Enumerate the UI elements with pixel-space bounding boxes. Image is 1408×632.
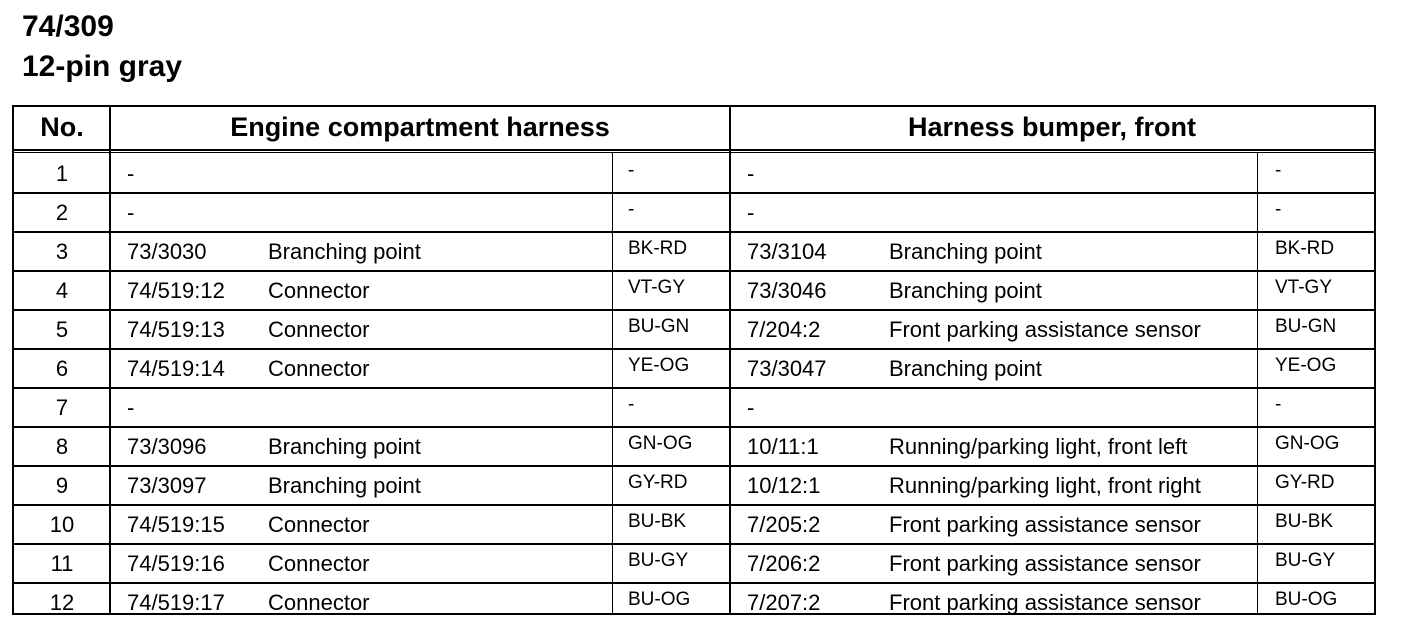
pin-number: 10 xyxy=(49,512,75,537)
engine-component-code: - xyxy=(127,161,135,186)
engine-component-code: 74/519:13 xyxy=(127,317,225,342)
bumper-wire-color: - xyxy=(1275,394,1282,415)
pin-number: 3 xyxy=(55,239,69,264)
pin-number: 11 xyxy=(50,551,74,576)
engine-component-code: 73/3097 xyxy=(127,473,207,498)
bumper-component-code: 7/204:2 xyxy=(747,317,821,342)
bumper-wire-color: BU-OG xyxy=(1275,589,1338,610)
engine-wire-color: VT-GY xyxy=(628,277,686,298)
engine-wire-color: GY-RD xyxy=(628,472,688,493)
table-row xyxy=(14,584,1374,623)
engine-component-code: 74/519:17 xyxy=(127,590,225,615)
pin-number: 8 xyxy=(55,434,69,459)
bumper-component-code: - xyxy=(747,395,755,420)
table-row xyxy=(14,545,1374,584)
engine-component-description: Connector xyxy=(268,590,370,615)
engine-component-code: - xyxy=(127,200,135,225)
engine-component-description: Branching point xyxy=(268,473,421,498)
bumper-component-code: 7/205:2 xyxy=(747,512,821,537)
bumper-component-description: Front parking assistance sensor xyxy=(889,317,1201,342)
table-body xyxy=(14,155,1374,623)
engine-wire-color: BU-OG xyxy=(628,589,691,610)
bumper-component-code: 10/12:1 xyxy=(747,473,821,498)
pin-number: 6 xyxy=(55,356,69,381)
pin-number: 2 xyxy=(55,200,69,225)
bumper-wire-color: GN-OG xyxy=(1275,433,1340,454)
bumper-wire-color: BU-GN xyxy=(1275,316,1337,337)
engine-component-code: 74/519:16 xyxy=(127,551,225,576)
table-row xyxy=(14,506,1374,545)
table-row xyxy=(14,194,1374,233)
bumper-component-description: Branching point xyxy=(889,278,1042,303)
bumper-component-code: 73/3046 xyxy=(747,278,827,303)
header-separator xyxy=(14,149,1374,153)
engine-wire-color: - xyxy=(628,160,635,181)
bumper-component-code: 7/207:2 xyxy=(747,590,821,615)
bumper-component-code: 10/11:1 xyxy=(747,434,819,459)
bumper-component-description: Branching point xyxy=(889,356,1042,381)
pin-number: 7 xyxy=(55,395,69,420)
table-row xyxy=(14,272,1374,311)
connector-description: 12-pin gray xyxy=(22,50,183,83)
pin-number: 9 xyxy=(55,473,69,498)
table-row xyxy=(14,350,1374,389)
bumper-component-description: Front parking assistance sensor xyxy=(889,512,1201,537)
bumper-wire-color: GY-RD xyxy=(1275,472,1335,493)
engine-wire-color: BK-RD xyxy=(628,238,688,259)
bumper-component-code: 73/3104 xyxy=(747,239,827,264)
bumper-component-code: 7/206:2 xyxy=(747,551,821,576)
bumper-component-description: Running/parking light, front right xyxy=(889,473,1201,498)
pin-number: 5 xyxy=(55,317,69,342)
bumper-wire-color: YE-OG xyxy=(1275,355,1337,376)
engine-component-description: Connector xyxy=(268,512,370,537)
engine-wire-color: BU-GY xyxy=(628,550,689,571)
engine-component-description: Branching point xyxy=(268,434,421,459)
engine-component-code: 73/3030 xyxy=(127,239,207,264)
table-row xyxy=(14,428,1374,467)
engine-wire-color: BU-GN xyxy=(628,316,690,337)
engine-wire-color: BU-BK xyxy=(628,511,687,532)
bumper-wire-color: - xyxy=(1275,199,1282,220)
engine-component-description: Connector xyxy=(268,356,370,381)
engine-component-description: Connector xyxy=(268,278,370,303)
bumper-component-description: Running/parking light, front left xyxy=(889,434,1188,459)
bumper-component-code: 73/3047 xyxy=(747,356,827,381)
header-engine-harness: Engine compartment harness xyxy=(230,112,610,142)
table-row xyxy=(14,467,1374,506)
bumper-wire-color: BU-GY xyxy=(1275,550,1336,571)
engine-wire-color: YE-OG xyxy=(628,355,690,376)
engine-component-code: - xyxy=(127,395,135,420)
engine-wire-color: GN-OG xyxy=(628,433,693,454)
engine-component-description: Branching point xyxy=(268,239,421,264)
header-no: No. xyxy=(40,112,84,142)
table-row xyxy=(14,311,1374,350)
pin-number: 12 xyxy=(49,590,75,615)
bumper-component-description: Front parking assistance sensor xyxy=(889,590,1201,615)
engine-component-code: 74/519:12 xyxy=(127,278,225,303)
connector-code: 74/309 xyxy=(22,10,114,43)
engine-component-description: Connector xyxy=(268,317,370,342)
engine-wire-color: - xyxy=(628,199,635,220)
pinout-table xyxy=(12,105,1376,615)
engine-component-code: 73/3096 xyxy=(127,434,207,459)
bumper-component-code: - xyxy=(747,200,755,225)
table-header xyxy=(14,107,1374,149)
bumper-component-description: Branching point xyxy=(889,239,1042,264)
bumper-wire-color: BK-RD xyxy=(1275,238,1335,259)
bumper-component-description: Front parking assistance sensor xyxy=(889,551,1201,576)
bumper-wire-color: - xyxy=(1275,160,1282,181)
table-row xyxy=(14,389,1374,428)
table-row xyxy=(14,233,1374,272)
engine-wire-color: - xyxy=(628,394,635,415)
header-bumper-harness: Harness bumper, front xyxy=(907,112,1197,142)
bumper-wire-color: VT-GY xyxy=(1275,277,1333,298)
bumper-component-code: - xyxy=(747,161,755,186)
engine-component-code: 74/519:14 xyxy=(127,356,225,381)
bumper-wire-color: BU-BK xyxy=(1275,511,1334,532)
pin-number: 4 xyxy=(55,278,69,303)
table-row xyxy=(14,155,1374,194)
engine-component-description: Connector xyxy=(268,551,370,576)
pin-number: 1 xyxy=(55,161,69,186)
engine-component-code: 74/519:15 xyxy=(127,512,225,537)
